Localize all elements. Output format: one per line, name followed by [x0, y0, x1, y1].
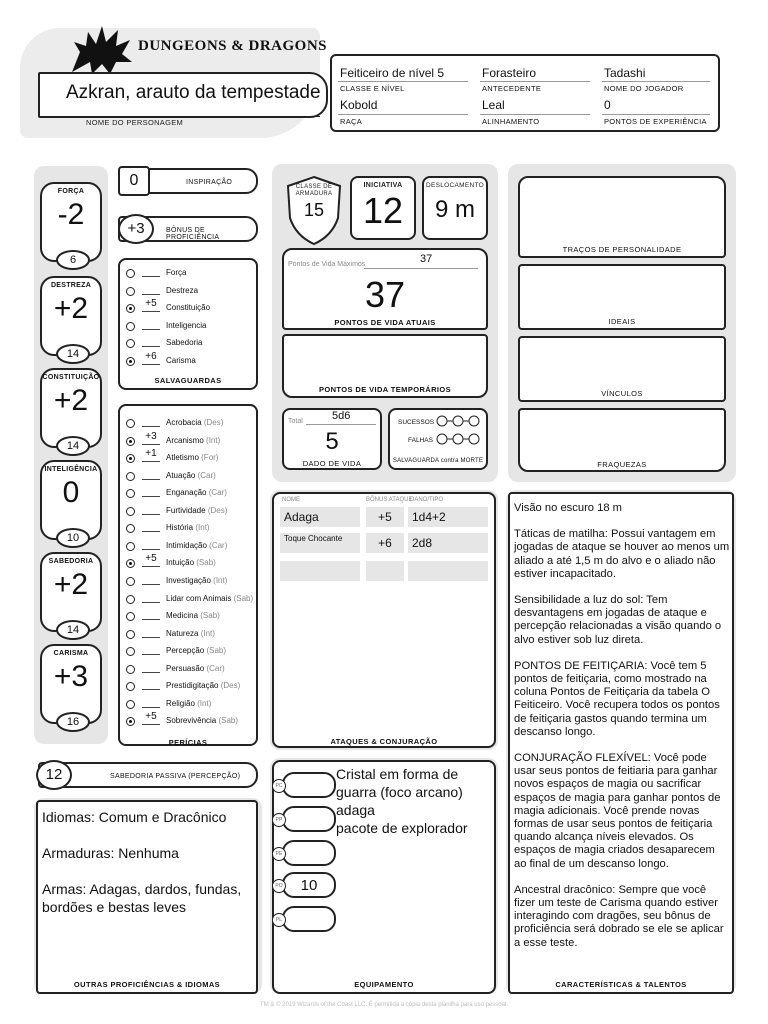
attacks-box [272, 492, 496, 748]
race-label: RAÇA [340, 117, 363, 126]
other-prof-label: OUTRAS PROFICIÊNCIAS & IDIOMAS [73, 980, 221, 989]
skill-underline [142, 444, 160, 445]
equipment-label: EQUIPAMENTO [354, 980, 414, 989]
coin-code: PO [272, 879, 286, 893]
skill-underline [142, 619, 160, 620]
skill-underline [142, 566, 160, 567]
attack-bonus[interactable]: +6 [366, 533, 404, 553]
skill-label: Religião [166, 698, 195, 708]
inspiration-value[interactable]: 0 [118, 166, 150, 196]
skill-ability: (Int) [197, 698, 212, 708]
attack-damage[interactable]: 1d4+2 [408, 507, 488, 527]
hp-current-value[interactable]: 37 [364, 274, 406, 315]
skill-ability: (For) [201, 453, 219, 463]
skill-row[interactable] [126, 662, 254, 678]
ability-name: INTELIGÊNCIA [44, 466, 98, 473]
save-name [166, 321, 206, 330]
skill-value[interactable]: +5 [145, 711, 157, 723]
skill-underline [142, 531, 160, 532]
death-saves-label: SALVAGUARDA contra MORTE [392, 458, 484, 464]
skill-row[interactable] [126, 448, 254, 467]
player-name-label: NOME DO JOGADOR [604, 84, 684, 93]
save-label: Carisma [166, 356, 196, 365]
hit-dice-total-value[interactable]: 5d6 [332, 410, 351, 422]
coin-code: PL [272, 913, 286, 927]
skill-proficiency-dot[interactable] [126, 612, 135, 621]
skill-row[interactable] [126, 504, 254, 520]
save-proficiency-dot[interactable] [126, 322, 135, 331]
save-row[interactable] [126, 298, 254, 317]
skill-label: Prestidigitação [166, 681, 219, 691]
skill-label: Arcanismo [166, 435, 204, 445]
ability-score[interactable]: 16 [56, 712, 90, 732]
skill-name [166, 453, 218, 462]
save-underline [142, 276, 160, 277]
other-prof-text[interactable]: Idiomas: Comum e Dracônico Armaduras: Nenhuma Armas: Adagas, dardos, fundas, bordões e bestas leves [42, 809, 242, 915]
hp-temp-label: PONTOS DE VIDA TEMPORÁRIOS [318, 385, 452, 394]
skill-ability: (Car) [208, 488, 227, 498]
armor-class-value[interactable]: 15 [303, 200, 325, 220]
save-row[interactable] [126, 319, 254, 335]
proficiency-value[interactable]: +3 [118, 214, 154, 244]
ability-modifier[interactable]: +2 [53, 384, 89, 417]
features-label: CARACTERÍSTICAS & TALENTOS [555, 980, 687, 989]
save-row[interactable] [126, 351, 254, 370]
skill-proficiency-dot[interactable] [126, 437, 135, 446]
background-value[interactable]: Forasteiro [482, 66, 537, 80]
ability-score[interactable]: 14 [56, 436, 90, 456]
skill-label: Atletismo [166, 453, 199, 463]
skill-proficiency-dot[interactable] [126, 682, 135, 691]
ability-name: SABEDORIA [48, 558, 94, 565]
skill-proficiency-dot[interactable] [126, 454, 135, 463]
ability-score[interactable]: 6 [56, 250, 90, 270]
attack-bonus[interactable]: +5 [366, 507, 404, 527]
save-proficiency-dot[interactable] [126, 269, 135, 278]
skill-row[interactable] [126, 679, 254, 695]
skill-underline [142, 707, 160, 708]
skill-ability: (Des) [203, 418, 224, 427]
skill-label: Lidar com Animais [166, 593, 232, 603]
save-name [166, 356, 196, 365]
skill-proficiency-dot[interactable] [126, 700, 135, 709]
class-level-label: CLASSE E NÍVEL [340, 84, 405, 93]
skill-label: História [166, 523, 194, 533]
skill-value[interactable]: +1 [145, 448, 157, 460]
passive-perception-value[interactable]: 12 [36, 760, 72, 790]
skill-ability: (Sab) [200, 611, 220, 621]
skill-proficiency-dot[interactable] [126, 489, 135, 498]
ability-modifier[interactable]: +2 [53, 568, 89, 601]
ability-name: DESTREZA [50, 282, 92, 289]
skill-ability: (Car) [206, 663, 225, 673]
race-value[interactable]: Kobold [340, 98, 378, 112]
skill-ability: (Des) [207, 505, 228, 515]
attack-damage[interactable] [408, 561, 488, 581]
save-value[interactable]: +6 [145, 351, 157, 362]
skill-row[interactable] [126, 609, 254, 625]
save-proficiency-dot[interactable] [126, 287, 135, 296]
attacks-col-bonus: BÔNUS ATAQUE [366, 497, 413, 503]
hp-current-label: PONTOS DE VIDA ATUAIS [334, 318, 436, 327]
save-proficiency-dot[interactable] [126, 304, 135, 313]
character-name[interactable]: Azkran, arauto da tempestade [66, 82, 321, 103]
save-label: Sabedoria [166, 338, 203, 348]
attack-damage[interactable]: 2d8 [408, 533, 488, 553]
skill-row[interactable] [126, 521, 254, 537]
bonds-label: VÍNCULOS [601, 389, 643, 398]
attacks-col-name: NOME [282, 497, 300, 503]
skill-name [166, 664, 225, 673]
skill-ability: (Int) [213, 575, 228, 585]
skill-name [166, 646, 226, 655]
ability-name: FORÇA [57, 188, 85, 195]
attack-bonus[interactable] [366, 561, 404, 581]
skill-underline [142, 549, 160, 550]
coin-pl[interactable] [275, 906, 336, 932]
ability-wisdom[interactable] [40, 552, 102, 636]
ability-score[interactable]: 10 [56, 528, 90, 548]
ability-dexterity[interactable] [40, 276, 102, 360]
character-name-label: NOME DO PERSONAGEM [86, 118, 184, 127]
player-name-value[interactable]: Tadashi [604, 66, 646, 80]
coin-code: PP [272, 813, 286, 827]
ability-modifier[interactable]: -2 [57, 198, 85, 231]
attacks-col-damage: DANO/TIPO [410, 497, 444, 503]
ability-intelligence[interactable] [40, 460, 102, 544]
ability-charisma[interactable] [40, 644, 102, 728]
xp-value[interactable]: 0 [604, 98, 611, 112]
dragon-logo-icon [66, 22, 136, 78]
skill-name [166, 488, 227, 497]
skill-value[interactable]: +3 [145, 430, 157, 442]
ability-strength[interactable] [40, 182, 102, 266]
skill-label: Medicina [166, 611, 199, 621]
alignment-value[interactable]: Leal [482, 98, 505, 112]
skill-ability: (Int) [206, 435, 221, 445]
class-level-value[interactable]: Feiticeiro de nível 5 [340, 66, 445, 80]
background-label: ANTECEDENTE [482, 84, 542, 93]
skill-ability: (Sab) [218, 716, 239, 726]
hit-dice-total-label: Total [288, 418, 303, 425]
save-row[interactable] [126, 284, 254, 300]
equipment-text[interactable]: Cristal em forma de guarra (foco arcano) adaga pacote de explorador [336, 766, 468, 836]
feature-paragraph: Ancestral dracônico: Sempre que você fizer um teste de Carisma quando estiver interagindo com dragões, seu bônus de proficiência será dobrado se ele se aplicar a esse teste. [514, 883, 724, 949]
coin-code: PE [272, 847, 286, 861]
skill-name [166, 716, 238, 725]
attack-name[interactable] [280, 561, 360, 581]
skill-proficiency-dot[interactable] [126, 717, 135, 726]
skill-proficiency-dot[interactable] [126, 630, 135, 639]
skill-label: Intimidação [166, 540, 207, 550]
skill-row[interactable] [126, 486, 254, 502]
ability-score[interactable]: 14 [56, 620, 90, 640]
save-row[interactable] [126, 336, 254, 352]
ability-name: CONSTITUIÇÃO [42, 374, 100, 381]
save-label: Constituição [166, 303, 211, 313]
skill-underline [142, 654, 160, 655]
inspiration-box[interactable] [118, 168, 258, 194]
save-label: Destreza [166, 285, 199, 295]
hp-max-value[interactable]: 37 [420, 253, 433, 265]
save-row[interactable] [126, 266, 254, 282]
skill-proficiency-dot[interactable] [126, 665, 135, 674]
skill-ability: (Sab) [196, 558, 216, 568]
save-proficiency-dot[interactable] [126, 339, 135, 348]
save-name [166, 268, 186, 277]
skill-label: Enganação [166, 488, 207, 498]
armor-class-label: CLASSE DE ARMADURA [295, 184, 333, 197]
coin-pe[interactable] [275, 840, 336, 866]
feature-paragraph: PONTOS DE FEITIÇARIA: Você tem 5 pontos de feitiçaria, como mostrado na coluna Pontos de Feitiçaria da tabela O Feiticeiro. Você recupera todos os pontos de feitiçaria gastos quando termina um descanso longo. [514, 659, 720, 738]
skill-proficiency-dot[interactable] [126, 577, 135, 586]
attack-name[interactable]: Toque Chocante [280, 533, 360, 553]
skill-proficiency-dot[interactable] [126, 419, 135, 428]
ability-modifier[interactable]: +2 [53, 292, 89, 325]
skill-underline [142, 426, 160, 427]
save-underline [142, 329, 160, 330]
skill-value[interactable]: +5 [145, 553, 157, 565]
skill-label: Acrobacia [166, 418, 202, 427]
hit-dice-value[interactable]: 5 [325, 428, 339, 455]
skill-underline [142, 602, 160, 603]
skill-name [166, 594, 253, 603]
death-successes-label: SUCESSOS [398, 419, 435, 426]
skill-ability: (Int) [200, 628, 215, 638]
skill-name [166, 558, 216, 567]
save-proficiency-dot[interactable] [126, 357, 135, 366]
skill-proficiency-dot[interactable] [126, 542, 135, 551]
skill-label: Furtividade [166, 505, 206, 515]
skill-row[interactable] [126, 627, 254, 643]
skill-label: Natureza [166, 628, 199, 638]
attacks-label: ATAQUES & CONJURAÇÃO [330, 737, 438, 746]
alignment-label: ALINHAMENTO [482, 117, 540, 126]
skill-row[interactable] [126, 553, 254, 572]
ability-modifier[interactable]: +3 [53, 660, 89, 693]
flaws-label: FRAQUEZAS [597, 460, 647, 469]
skill-underline [142, 479, 160, 480]
save-underline [142, 311, 160, 312]
save-label: Força [166, 268, 187, 277]
skill-ability: (Sab) [206, 646, 227, 656]
hp-max-label: Pontos de Vida Máximos [288, 261, 366, 268]
save-name [166, 338, 202, 347]
initiative-label: INICIATIVA [363, 182, 403, 189]
save-value[interactable]: +5 [145, 298, 157, 310]
skill-row[interactable] [126, 592, 254, 608]
proficiency-label: BÔNUS DE PROFICIÊNCIA [166, 227, 220, 241]
skill-row[interactable] [126, 644, 254, 660]
attack-name[interactable]: Adaga [280, 507, 360, 527]
skill-name [166, 523, 210, 532]
save-name [166, 303, 210, 312]
skill-underline [142, 689, 160, 690]
coin-code: PC [272, 779, 286, 793]
saves-title: SALVAGUARDAS [154, 376, 222, 385]
skill-name [166, 699, 211, 708]
skill-underline [142, 496, 160, 497]
feature-paragraph: CONJURAÇÃO FLEXÍVEL: Você pode usar seus pontos de feitiaria para ganhar novos espaços de magia ou sacrificar espaços de magia para ganhar pontos de magia adicionais. Você prende novas formas de usar seus pontos de feitiçaria quando alcança níveis elevados. Os espaços de magia criados desaparecem ao final de um descanso longo. [514, 752, 721, 870]
skill-proficiency-dot[interactable] [126, 472, 135, 481]
xp-label: PONTOS DE EXPERIÊNCIA [604, 117, 707, 126]
hit-dice-label: DADO DE VIDA [302, 459, 362, 468]
skill-label: Atuação [166, 470, 196, 480]
skill-proficiency-dot[interactable] [126, 595, 135, 604]
copyright-footer: TM & © 2019 Wizards of the Coast LLC. É permitida a cópia desta planilha para uso pessoal. [260, 1002, 508, 1008]
skill-name [166, 436, 220, 445]
coin-pp[interactable] [275, 806, 336, 832]
skill-proficiency-dot[interactable] [126, 647, 135, 656]
skill-row[interactable] [126, 711, 254, 730]
save-underline [142, 364, 160, 365]
save-name [166, 286, 198, 295]
death-successes-checkboxes[interactable] [434, 414, 482, 428]
skill-underline [142, 514, 160, 515]
skill-label: Sobrevivência [166, 716, 217, 726]
skill-label: Investigação [166, 575, 211, 585]
skill-ability: (Car) [197, 470, 216, 480]
character-name-underline [84, 116, 320, 117]
feature-paragraph: Táticas de matilha: Possui vantagem em jogadas de ataque se houver ao menos um aliado a até 1,5 m do alvo e o aliado não estiver incapacitado. [514, 528, 730, 580]
skill-name [166, 611, 220, 620]
skill-ability: (Sab) [233, 593, 254, 603]
skill-name [166, 418, 223, 427]
skill-ability: (Int) [195, 523, 210, 533]
speed-label: DESLOCAMENTO [425, 182, 485, 189]
skill-row[interactable] [126, 574, 254, 590]
speed-value[interactable]: 9 m [434, 196, 475, 223]
personality-label: TRAÇOS DE PERSONALIDADE [562, 245, 682, 254]
skill-name [166, 506, 227, 515]
skill-label: Persuasão [166, 663, 205, 673]
skill-row[interactable] [126, 469, 254, 485]
features-text[interactable] [514, 502, 730, 963]
skill-name [166, 629, 215, 638]
skill-ability: (Des) [220, 681, 241, 691]
ideals-label: IDEAIS [608, 317, 636, 326]
skill-proficiency-dot[interactable] [126, 559, 135, 568]
skill-name [166, 471, 216, 480]
skill-label: Intuição [166, 558, 195, 568]
passive-perception-box[interactable] [38, 762, 258, 788]
coin-pc[interactable] [275, 772, 336, 798]
skill-name [166, 681, 240, 690]
passive-perception-label: SABEDORIA PASSIVA (PERCEPÇÃO) [110, 773, 241, 780]
death-failures-label: FALHAS [408, 437, 433, 444]
skill-underline [142, 672, 160, 673]
skill-ability: (Car) [209, 540, 228, 550]
skill-label: Percepção [166, 646, 205, 656]
ability-constitution[interactable] [40, 368, 102, 452]
skill-name [166, 576, 227, 585]
ability-name: CARISMA [53, 650, 89, 657]
ability-score[interactable]: 14 [56, 344, 90, 364]
coin-po[interactable] [275, 872, 336, 898]
skill-underline [142, 584, 160, 585]
save-label: Inteligencia [166, 320, 207, 330]
feature-paragraph: Sensibilidade a luz do sol: Tem desvantagens em jogadas de ataque e percepção relacionadas a visão quando o alvo estiver sob luz direta. [514, 594, 722, 646]
save-underline [142, 346, 160, 347]
inspiration-label: INSPIRAÇÃO [186, 179, 233, 186]
skill-proficiency-dot[interactable] [126, 524, 135, 533]
save-underline [142, 294, 160, 295]
skill-underline [142, 637, 160, 638]
skill-proficiency-dot[interactable] [126, 507, 135, 516]
skill-name [166, 541, 227, 550]
feature-paragraph: Visão no escuro 18 m [514, 502, 623, 514]
proficiency-box[interactable] [118, 216, 258, 242]
skill-underline [142, 461, 160, 462]
skills-title: PERÍCIAS [168, 738, 208, 747]
logo-text: DUNGEONS & DRAGONS [138, 38, 328, 54]
coin-value[interactable]: 10 [300, 877, 318, 894]
ability-modifier[interactable]: 0 [62, 476, 80, 509]
death-failures-checkboxes[interactable] [434, 432, 482, 446]
initiative-value[interactable]: 12 [362, 190, 404, 231]
skill-underline [142, 724, 160, 725]
